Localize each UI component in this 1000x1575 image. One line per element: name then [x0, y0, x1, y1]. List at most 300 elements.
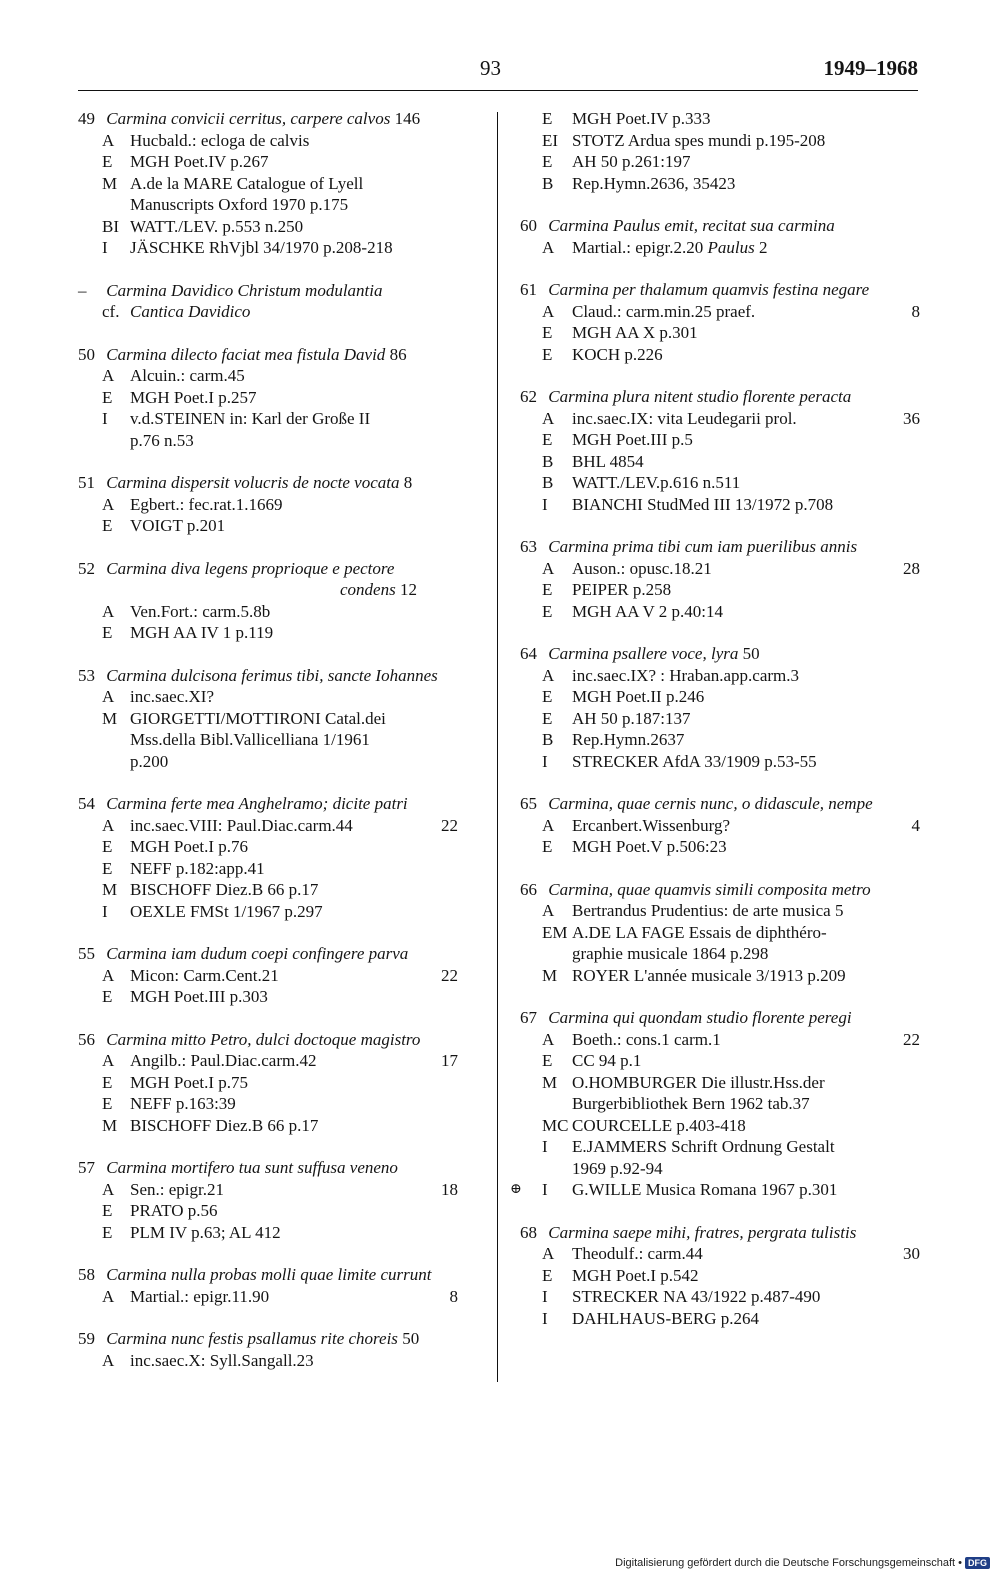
reference-text — [130, 387, 458, 409]
reference-text — [130, 173, 458, 195]
reference-text — [572, 708, 920, 730]
reference-row — [78, 836, 458, 858]
entry-number: 61 — [520, 280, 537, 299]
entry-heading — [78, 1264, 458, 1286]
reference-row — [78, 194, 458, 216]
index-entry — [520, 643, 920, 772]
incipit-continuation: condens — [340, 580, 396, 599]
reference-text — [130, 494, 458, 516]
siglum-text: I — [542, 1287, 548, 1306]
verse-count: 8 — [449, 1286, 458, 1306]
siglum-text: M — [102, 1115, 118, 1135]
reference-row — [520, 108, 920, 130]
cross-mark: ⊕ — [510, 1182, 522, 1197]
siglum-text: A — [102, 366, 115, 385]
entry-incipit: Carmina nulla probas molli quae limite currunt — [106, 1265, 432, 1284]
siglum — [520, 1243, 572, 1265]
reference-value: Boeth.: cons.1 carm.1 — [572, 1029, 721, 1049]
reference-value: MGH Poet.II p.246 — [572, 687, 705, 706]
reference-row — [520, 1136, 920, 1158]
footer-text: Digitalisierung gefördert durch die Deutsche Forschungsgemeinschaft • — [615, 1557, 962, 1569]
left-column — [78, 108, 458, 1392]
siglum-text: I — [102, 238, 108, 257]
reference-text — [572, 579, 920, 601]
index-entry — [510, 1007, 920, 1201]
reference-row — [510, 1179, 920, 1201]
siglum — [78, 216, 130, 238]
reference-row — [520, 237, 920, 259]
reference-text — [130, 515, 458, 537]
reference-text — [572, 1029, 920, 1051]
reference-text — [130, 1179, 458, 1201]
verse-count: 8 — [911, 301, 920, 321]
reference-value: NEFF p.182:app.41 — [130, 858, 265, 878]
index-entry — [78, 344, 458, 452]
siglum — [78, 1286, 130, 1308]
siglum — [520, 922, 572, 944]
siglum-text: E — [102, 987, 113, 1006]
reference-text — [572, 237, 920, 259]
siglum-text: A — [102, 130, 115, 150]
entry-number: 68 — [520, 1222, 537, 1242]
entry-heading — [520, 279, 920, 301]
siglum — [78, 515, 130, 537]
entry-number: 63 — [520, 537, 537, 556]
reference-text — [572, 472, 920, 494]
reference-value: WATT./LEV.p.616 n.511 — [572, 473, 741, 492]
reference-row — [78, 729, 458, 751]
siglum — [78, 1093, 130, 1115]
entry-heading — [520, 536, 920, 558]
reference-row — [78, 130, 458, 152]
reference-text — [572, 301, 920, 323]
entry-incipit: Carmina, quae quamvis simili composita metro — [548, 879, 871, 899]
right-column — [510, 108, 920, 1350]
page-header — [78, 56, 918, 86]
reference-text — [130, 194, 458, 216]
entry-heading — [78, 472, 458, 494]
siglum-text: E — [542, 837, 553, 856]
siglum — [520, 408, 572, 430]
reference-value: BISCHOFF Diez.B 66 p.17 — [130, 1115, 319, 1135]
entry-incipit: Carmina nunc festis psallamus rite choreis — [106, 1329, 398, 1348]
reference-value: Mss.della Bibl.Vallicelliana 1/1961 — [130, 730, 370, 749]
reference-row — [78, 815, 458, 837]
entry-heading — [78, 344, 458, 366]
siglum — [78, 387, 130, 409]
siglum — [520, 429, 572, 451]
siglum — [520, 1115, 572, 1137]
entry-number: 57 — [78, 1158, 95, 1177]
siglum — [78, 836, 130, 858]
reference-value: OEXLE FMSt 1/1967 p.297 — [130, 901, 323, 921]
reference-row — [78, 151, 458, 173]
reference-text — [572, 965, 920, 987]
siglum-text: B — [542, 173, 554, 193]
reference-text — [572, 1093, 920, 1115]
reference-value: p.200 — [130, 751, 169, 771]
entry-number: 51 — [78, 473, 95, 492]
entry-incipit: Carmina dulcisona ferimus tibi, sancte Iohannes — [106, 665, 438, 685]
reference-text — [572, 1136, 920, 1158]
siglum — [78, 729, 130, 751]
index-entry — [78, 1264, 458, 1307]
reference-text — [130, 601, 458, 623]
reference-value: Angilb.: Paul.Diac.carm.42 — [130, 1051, 317, 1070]
siglum — [520, 173, 572, 195]
index-entry — [78, 1029, 458, 1137]
siglum-text: M — [542, 965, 558, 985]
reference-text — [572, 1050, 920, 1072]
reference-text — [572, 900, 920, 922]
reference-row — [520, 1029, 920, 1051]
siglum — [78, 1222, 130, 1244]
reference-row — [78, 365, 458, 387]
siglum — [520, 237, 572, 259]
verse-count: 4 — [911, 815, 920, 835]
reference-value: MGH AA X p.301 — [572, 323, 698, 342]
siglum — [520, 322, 572, 344]
reference-row — [78, 173, 458, 195]
reference-text — [572, 108, 920, 130]
entry-number: 49 — [78, 109, 95, 128]
entry-incipit: Carmina iam dudum coepi confingere parva — [106, 944, 409, 963]
siglum-text: A — [102, 1286, 115, 1306]
siglum — [520, 1265, 572, 1287]
column-divider — [497, 112, 498, 1382]
reference-text — [130, 1050, 458, 1072]
siglum — [520, 900, 572, 922]
siglum-text: A — [542, 408, 555, 428]
verse-count: 30 — [903, 1244, 920, 1263]
verse-count: 17 — [441, 1051, 458, 1070]
reference-value: AH 50 p.187:137 — [572, 708, 691, 728]
siglum — [520, 836, 572, 858]
entry-number: 56 — [78, 1029, 95, 1049]
reference-value: DAHLHAUS-BERG p.264 — [572, 1308, 759, 1328]
verse-count: 36 — [903, 408, 920, 428]
reference-text — [130, 901, 458, 923]
entry-heading — [78, 665, 458, 687]
reference-row — [78, 965, 458, 987]
siglum-text: I — [102, 901, 108, 921]
reference-text — [130, 879, 458, 901]
siglum-text: A — [102, 687, 115, 706]
reference-value: KOCH p.226 — [572, 344, 663, 364]
reference-row — [78, 237, 458, 259]
reference-text — [130, 1350, 458, 1372]
entry-heading — [520, 879, 920, 901]
reference-text — [130, 751, 458, 773]
siglum-text: EI — [542, 130, 559, 150]
siglum-text: M — [102, 708, 118, 728]
reference-row — [78, 622, 458, 644]
reference-row — [78, 751, 458, 773]
reference-value: Alcuin.: carm.45 — [130, 366, 245, 385]
siglum-text: E — [102, 1222, 113, 1242]
siglum — [520, 965, 572, 987]
entry-heading — [78, 108, 458, 130]
index-entry — [78, 665, 458, 773]
reference-text — [572, 558, 920, 580]
reference-text — [130, 1115, 458, 1137]
siglum-text: A — [102, 1350, 115, 1370]
siglum-text: E — [542, 152, 553, 171]
entry-incipit: Carmina plura nitent studio florente peracta — [548, 387, 852, 406]
entry-incipit: Carmina ferte mea Anghelramo; dicite patri — [106, 794, 408, 813]
reference-value: graphie musicale 1864 p.298 — [572, 944, 769, 963]
reference-extra: Paulus — [707, 237, 755, 257]
entry-incipit: Carmina Paulus emit, recitat sua carmina — [548, 216, 835, 235]
siglum-text: A — [542, 558, 555, 578]
reference-value: Hucbald.: ecloga de calvis — [130, 130, 310, 150]
siglum-text: E — [102, 623, 113, 642]
siglum-text: A — [102, 965, 115, 985]
index-entry — [520, 1222, 920, 1330]
reference-value: MGH AA V 2 p.40:14 — [572, 601, 723, 621]
reference-text — [572, 173, 920, 195]
reference-value: 1969 p.92-94 — [572, 1158, 663, 1178]
siglum-text: A — [102, 601, 115, 621]
index-entry — [520, 108, 920, 194]
siglum — [510, 1179, 572, 1201]
siglum — [520, 708, 572, 730]
siglum — [520, 815, 572, 837]
siglum-text: E — [102, 152, 113, 171]
page-number: 93 — [480, 56, 501, 80]
entry-incipit: Carmina diva legens proprioque e pectore — [106, 558, 395, 578]
reference-value: Bertrandus Prudentius: de arte musica 5 — [572, 901, 844, 920]
reference-row — [520, 130, 920, 152]
entry-incipit: Carmina mitto Petro, dulci doctoque magistro — [106, 1029, 421, 1049]
entry-heading — [78, 280, 458, 302]
siglum-text: MC — [542, 1115, 569, 1135]
reference-value: MGH Poet.V p.506:23 — [572, 837, 727, 856]
reference-text — [572, 601, 920, 623]
entry-incipit: Carmina Davidico Christum modulantia — [106, 280, 383, 300]
siglum-text: E — [542, 708, 553, 728]
siglum — [78, 601, 130, 623]
entry-heading — [78, 1328, 458, 1350]
siglum — [520, 494, 572, 516]
reference-value: STOTZ Ardua spes mundi p.195-208 — [572, 130, 826, 150]
reference-row — [520, 494, 920, 516]
reference-text — [572, 1243, 920, 1265]
index-entry — [520, 536, 920, 622]
reference-text — [572, 1265, 920, 1287]
entry-incipit: Carmina saepe mihi, fratres, pergrata tulistis — [548, 1222, 857, 1242]
reference-row — [520, 1050, 920, 1072]
header-rule — [78, 90, 918, 91]
reference-row — [520, 665, 920, 687]
reference-value: PEIPER p.258 — [572, 580, 672, 599]
siglum — [520, 943, 572, 965]
siglum — [78, 1050, 130, 1072]
reference-value: p.76 n.53 — [130, 430, 194, 450]
reference-value: NEFF p.163:39 — [130, 1094, 236, 1113]
reference-row — [520, 1243, 920, 1265]
reference-text — [572, 922, 920, 944]
siglum-text: E — [102, 387, 113, 407]
siglum — [520, 601, 572, 623]
dfg-logo: DFG — [965, 1557, 990, 1569]
reference-value: PLM IV p.63; AL 412 — [130, 1222, 281, 1242]
reference-text — [130, 815, 458, 837]
reference-value: MGH Poet.III p.5 — [572, 430, 693, 449]
reference-value: AH 50 p.261:197 — [572, 152, 691, 171]
verse-count: 50 — [402, 1329, 420, 1348]
reference-text — [130, 1093, 458, 1115]
entry-incipit: Carmina psallere voce, lyra — [548, 644, 739, 663]
siglum-text: E — [542, 1051, 553, 1070]
reference-text — [572, 665, 920, 687]
siglum — [78, 622, 130, 644]
entry-incipit: Carmina convicii cerritus, carpere calvos — [106, 109, 391, 128]
reference-value: Rep.Hymn.2636, 35423 — [572, 173, 736, 193]
reference-value: MGH Poet.I p.542 — [572, 1265, 699, 1285]
index-entry — [520, 386, 920, 515]
entry-number: 62 — [520, 387, 537, 406]
reference-text — [130, 408, 458, 430]
siglum — [520, 729, 572, 751]
entry-incipit: Carmina qui quondam studio florente peregi — [548, 1008, 852, 1027]
reference-text — [572, 686, 920, 708]
siglum-text: A — [542, 901, 555, 920]
siglum-text: A — [102, 494, 115, 514]
siglum-text: E — [102, 1072, 113, 1092]
reference-value: v.d.STEINEN in: Karl der Große II — [130, 409, 371, 428]
reference-value: Egbert.: fec.rat.1.1669 — [130, 494, 283, 514]
reference-value: Rep.Hymn.2637 — [572, 730, 685, 749]
entry-incipit: Carmina per thalamum quamvis festina negare — [548, 280, 870, 299]
siglum — [78, 1179, 130, 1201]
reference-row — [520, 1286, 920, 1308]
reference-row — [520, 408, 920, 430]
siglum — [78, 1072, 130, 1094]
reference-row — [520, 815, 920, 837]
siglum-text: EM — [542, 922, 568, 942]
siglum-text: I — [542, 751, 548, 771]
reference-value: Micon: Carm.Cent.21 — [130, 965, 279, 985]
siglum-text: I — [542, 494, 548, 514]
reference-value: ROYER L'année musicale 3/1913 p.209 — [572, 965, 846, 985]
siglum — [520, 301, 572, 323]
siglum — [78, 815, 130, 837]
reference-row — [78, 1179, 458, 1201]
reference-row — [520, 729, 920, 751]
index-entry — [78, 943, 458, 1008]
reference-text — [130, 1222, 458, 1244]
reference-value: inc.saec.IX? : Hraban.app.carm.3 — [572, 665, 800, 685]
reference-row — [520, 1265, 920, 1287]
reference-row — [78, 1050, 458, 1072]
reference-row — [78, 1072, 458, 1094]
siglum — [78, 965, 130, 987]
siglum-text: A — [542, 815, 555, 835]
reference-value: COURCELLE p.403-418 — [572, 1115, 746, 1135]
siglum-text: B — [542, 730, 554, 749]
entry-number: 55 — [78, 944, 95, 963]
reference-row — [520, 579, 920, 601]
siglum — [78, 858, 130, 880]
reference-row — [520, 1072, 920, 1094]
index-entry — [78, 108, 458, 259]
reference-value: PRATO p.56 — [130, 1201, 218, 1220]
reference-text — [130, 301, 458, 323]
reference-row — [78, 387, 458, 409]
reference-row — [520, 1308, 920, 1330]
verse-count: 22 — [903, 1029, 920, 1049]
reference-row — [78, 1350, 458, 1372]
entry-number: 64 — [520, 644, 537, 663]
reference-row — [78, 301, 458, 323]
index-entry — [520, 793, 920, 858]
siglum-text: A — [102, 815, 115, 835]
reference-row — [78, 515, 458, 537]
siglum — [78, 494, 130, 516]
reference-row — [78, 686, 458, 708]
reference-row — [78, 1093, 458, 1115]
siglum — [78, 365, 130, 387]
reference-text — [130, 365, 458, 387]
entry-heading — [78, 943, 458, 965]
entry-heading-continuation — [78, 579, 458, 601]
siglum — [78, 301, 130, 323]
reference-text — [130, 836, 458, 858]
reference-value: BHL 4854 — [572, 451, 644, 471]
reference-value: Cantica Davidico — [130, 302, 251, 321]
siglum — [520, 751, 572, 773]
reference-value: Martial.: epigr.2.20 — [572, 237, 704, 257]
siglum — [520, 472, 572, 494]
entry-heading — [78, 793, 458, 815]
siglum — [78, 686, 130, 708]
index-entry — [520, 279, 920, 365]
siglum — [78, 879, 130, 901]
reference-value: Claud.: carm.min.25 praef. — [572, 301, 756, 321]
reference-row — [78, 708, 458, 730]
reference-text — [572, 322, 920, 344]
reference-value: STRECKER NA 43/1922 p.487-490 — [572, 1287, 821, 1306]
reference-value: A.DE LA FAGE Essais de diphthéro- — [572, 922, 827, 942]
siglum — [520, 1050, 572, 1072]
entry-number: – — [78, 280, 87, 300]
entry-incipit: Carmina, quae cernis nunc, o didascule, nempe — [548, 794, 873, 813]
reference-value: Auson.: opusc.18.21 — [572, 558, 712, 578]
reference-value: MGH Poet.III p.303 — [130, 987, 268, 1006]
reference-row — [78, 1115, 458, 1137]
siglum — [78, 173, 130, 195]
verse-count: 18 — [441, 1179, 458, 1199]
siglum-text: E — [102, 1201, 113, 1220]
reference-value: CC 94 p.1 — [572, 1051, 642, 1070]
reference-value: inc.saec.VIII: Paul.Diac.carm.44 — [130, 815, 353, 835]
reference-row — [520, 472, 920, 494]
reference-text — [572, 815, 920, 837]
siglum-text: E — [102, 516, 113, 535]
entry-number: 50 — [78, 344, 95, 364]
verse-count: 146 — [394, 109, 421, 128]
siglum — [520, 686, 572, 708]
reference-row — [520, 836, 920, 858]
reference-row — [520, 751, 920, 773]
reference-value: E.JAMMERS Schrift Ordnung Gestalt — [572, 1137, 835, 1156]
reference-text — [130, 1200, 458, 1222]
entry-number: 65 — [520, 794, 537, 813]
siglum — [520, 108, 572, 130]
entry-incipit: Carmina prima tibi cum iam puerilibus annis — [548, 537, 858, 556]
reference-text — [572, 130, 920, 152]
